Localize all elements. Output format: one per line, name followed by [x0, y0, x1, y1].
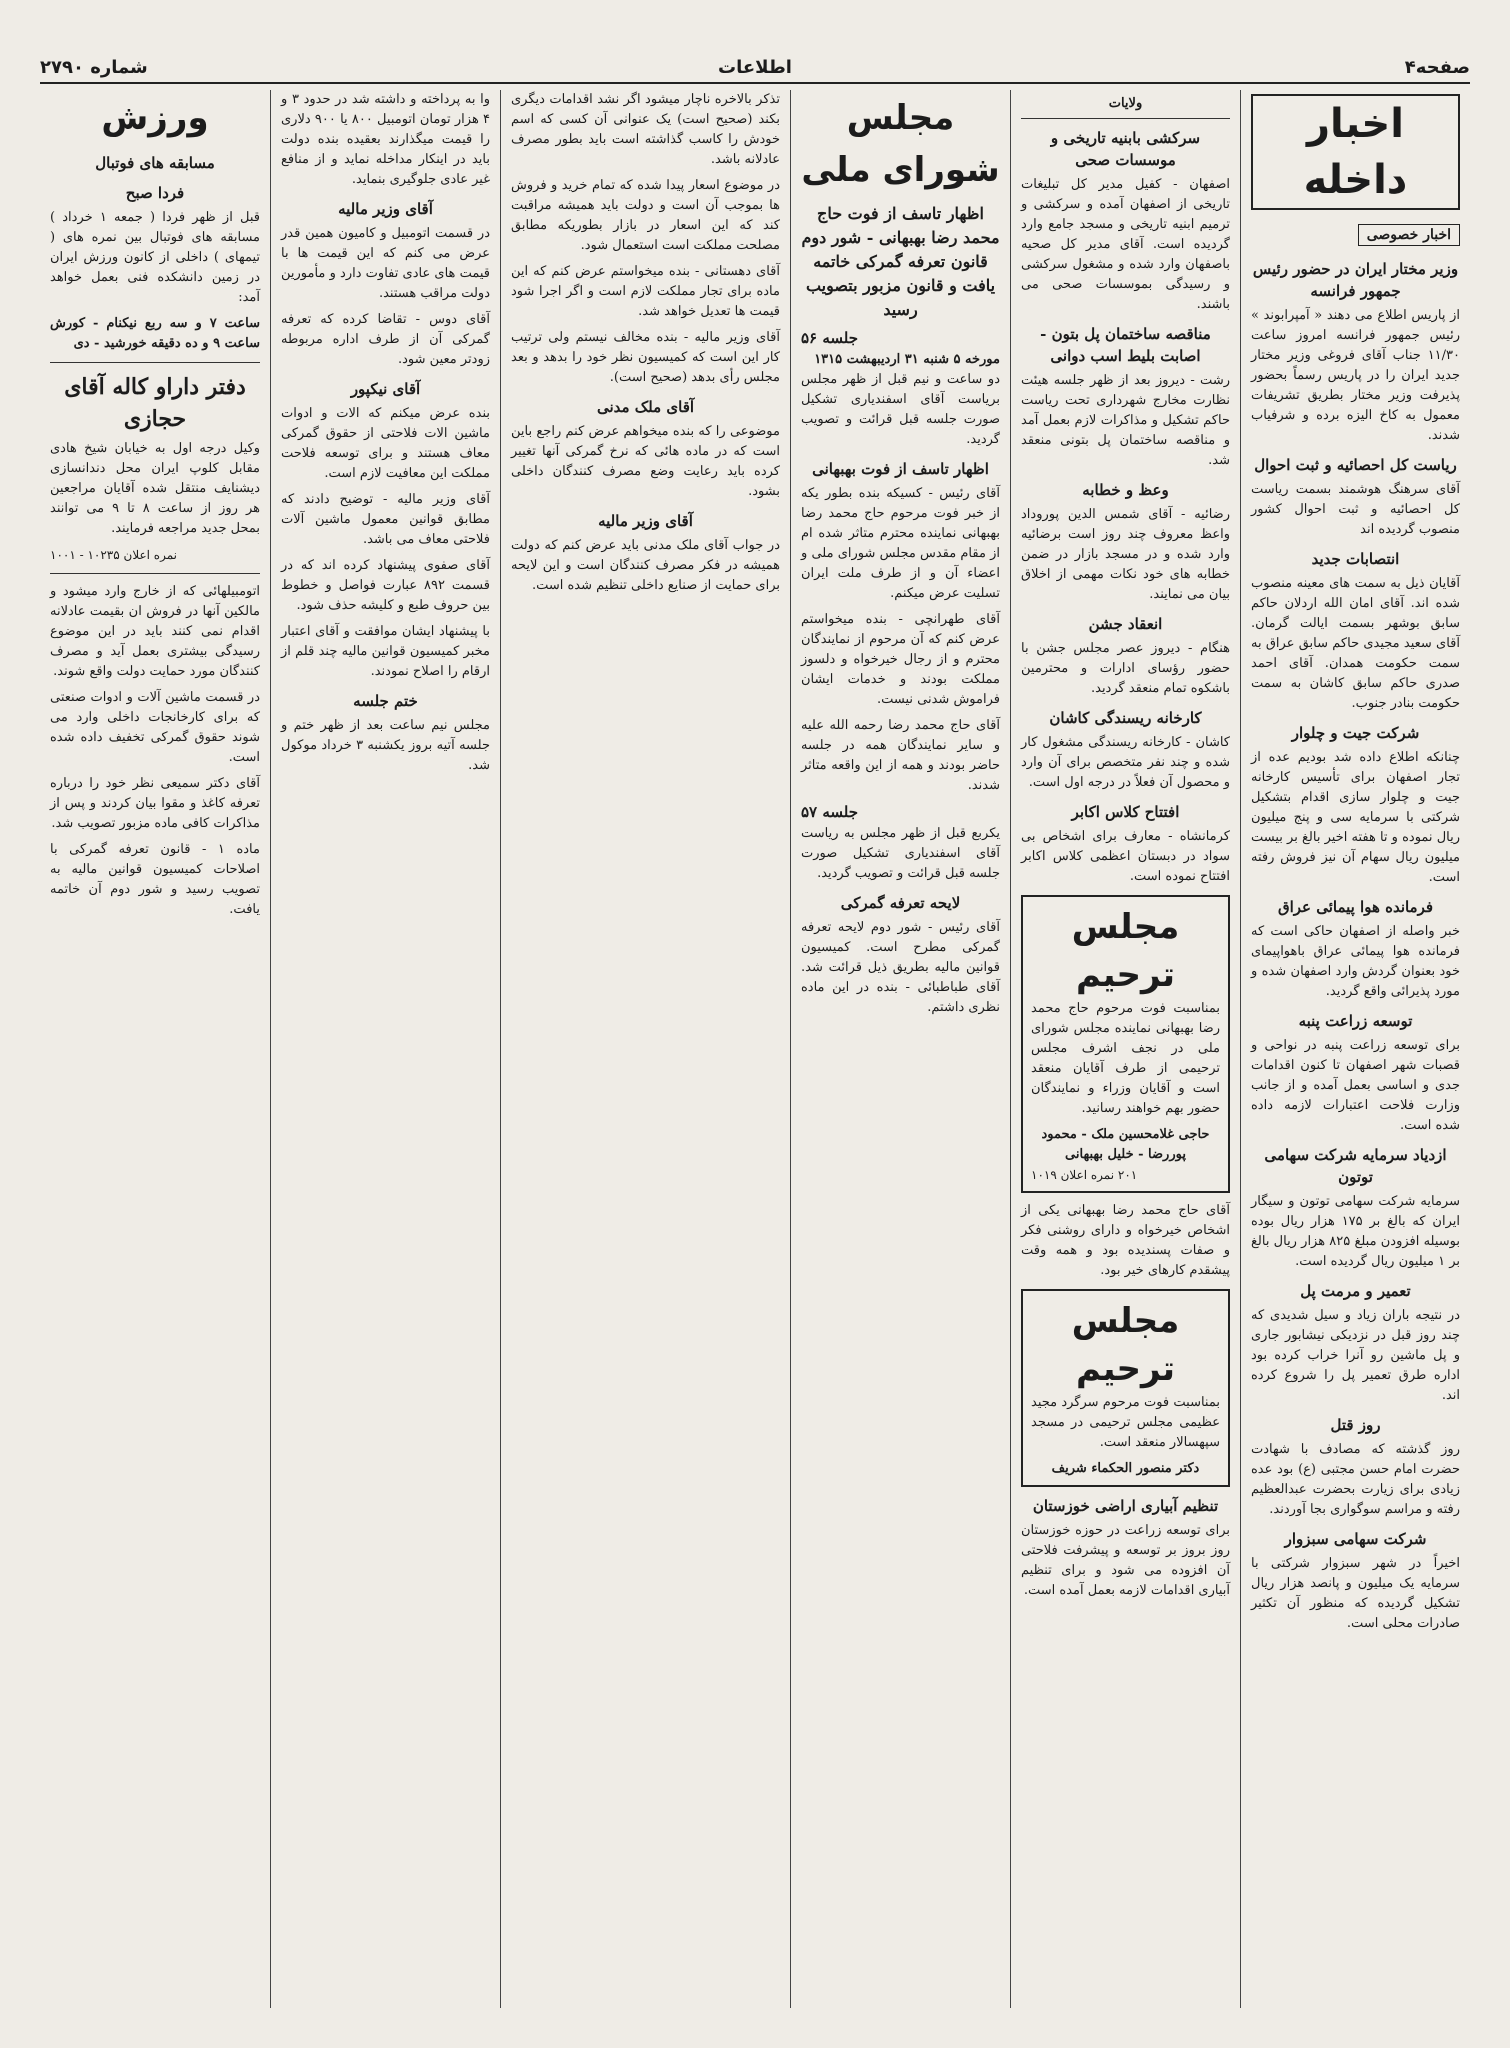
speaker-heading: آقای ملک مدنی — [596, 398, 695, 416]
article-body: در قسمت ماشین آلات و ادوات صنعتی که برای کارخانجات داخلی وارد می شوند حقوق گمرکی تخفیف داده شده است. — [50, 690, 260, 765]
memorial-title: مجلس ترحیم — [1071, 907, 1180, 995]
session-end-heading: ختم جلسه — [353, 692, 418, 710]
article-body: کاشان - کارخانه ریسندگی مشغول کار شده و چند نفر متخصص برای آن وارد و محصول آن فعلاً در درجه اول است. — [1021, 735, 1230, 790]
article-body: روز گذشته که مصادف با شهادت حضرت امام حسن مجتبی (ع) بود عده زیادی برای زیارت بحضرت عبدالعظیم رفته و مراسم سوگواری بجا آوردند. — [1251, 1442, 1460, 1517]
column-domestic-news — [1240, 90, 1470, 2008]
parliament-title: مجلس شورای ملی — [801, 98, 1000, 190]
article-body: ماده ۱ - قانون تعرفه گمرکی با اصلاحات کمیسیون قوانین مالیه به تصویب رسید و شور دوم آن خاتمه یافت. — [50, 842, 260, 917]
article-body: آقای دهستانی - بنده میخواستم عرض کنم که این ماده برای تجار مملکت لازم است و اگر اجرا شود قیمت ها تعدیل خواهد شد. — [511, 264, 780, 319]
memorial-title-2: مجلس ترحیم — [1071, 1301, 1180, 1389]
article-body: خبر واصله از اصفهان حاکی است که فرمانده هوا پیمائی عراق باهواپیمای خود بعنوان گردش وارد اصفهان شده و مورد پذیرائی واقع گردید. — [1251, 924, 1460, 999]
article-body: برای توسعه زراعت پنبه در نواحی و قصبات شهر اصفهان تا کنون اقدامات جدی و اساسی بعمل آمده و از جانب وزارت فلاحت اعتبارات لازمه داده شده است. — [1251, 1038, 1460, 1133]
article-heading: وعظ و خطابه — [1082, 481, 1169, 499]
article-body: برای توسعه زراعت در حوزه خوزستان روز بروز بر توسعه و پیشرفت فلاحتی آن افزوده می شود و برای تنظیم آبیاری اقدامات لازمه بعمل آمده است. — [1021, 1523, 1230, 1598]
memorial-names-2: دکتر منصور الحکماء شریف — [1051, 1461, 1200, 1476]
article-body: در نتیجه باران زیاد و سیل شدیدی که چند روز قبل در نزدیکی نیشابور جاری و پل ماشین رو آنرا خراب کرده بود اداره طرق تعمیر پل را شروع کرده اند. — [1251, 1308, 1460, 1403]
article-body: رضائیه - آقای شمس الدین پوروداد واعظ معروف چند روز است برضائیه وارد شده و در مسجد بازار در ضمن خطابه های خود نکات مهمی از اخلاق بیان می نمایند. — [1021, 507, 1230, 602]
speaker-heading: آقای نیکپور — [350, 380, 421, 398]
session-number: جلسه ۵۷ — [801, 803, 859, 821]
paper-name: اطلاعات — [718, 56, 792, 78]
article-heading: شرکت سهامی سبزوار — [1284, 1530, 1427, 1548]
speaker-heading: آقای وزیر مالیه — [338, 200, 433, 218]
column-sports — [40, 90, 270, 2008]
article-body: آقای حاج محمد رضا رحمه الله علیه و سایر نمایندگان همه در جلسه حاضر بودند و همه از این واقعه متاثر شدند. — [801, 718, 1000, 793]
article-body: اصفهان - کفیل مدیر کل تبلیغات تاریخی از اصفهان آمده و سرکشی و ترمیم ابنیه تاریخی و مسجد جامع وارد گردیده است. آقای مدیر کل صحیه باصفهان وارد شده و مشغول سرکشی و رسیدگی بموسسات صحی می باشند. — [1021, 177, 1230, 312]
memorial-names: حاجی غلامحسین ملک - محمود پوررضا - خلیل بهبهانی — [1041, 1127, 1210, 1162]
article-body: تذکر بالاخره ناچار میشود اگر نشد اقدامات دیگری بکند (صحیح است) یک عنوانی آن کسی که اسم خودش را کاسب گذاشته است باید بطور مصرف عادلانه باشد. — [511, 92, 780, 167]
article-body: در جواب آقای ملک مدنی باید عرض کنم که دولت همیشه در فکر مصرف کنندگان است و این لایحه برای حمایت از صنایع داخلی تنظیم شده است. — [511, 538, 780, 593]
article-body: وکیل درجه اول به خیابان شیخ هادی مقابل کلوپ ایران محل دندانسازی دیشنایف منتقل شده آقایان مراجعین هر روز از ساعت ۸ تا ۹ می توانند بمحل جدید مراجعه فرمایند. — [50, 441, 261, 536]
article-heading: مناقصه ساختمان پل بتون - اصابت بلیط اسب دوانی — [1040, 325, 1211, 365]
column-provinces — [1010, 90, 1240, 2008]
article-heading: تنظیم آبیاری اراضی خوزستان — [1032, 1497, 1219, 1515]
article-body: آقای طهرانچی - بنده میخواستم عرض کنم که آن مرحوم از نمایندگان محترم و از رجال خیرخواه و دلسوز مملکت بودند و خدمات ایشان فراموش شدنی نیست. — [801, 612, 1000, 707]
lawyer-office-heading: دفتر داراو کاله آقای حجازی — [64, 374, 246, 432]
provinces-heading: ولایات — [1021, 94, 1230, 119]
article-heading: فرمانده هوا پیمائی عراق — [1277, 898, 1434, 916]
article-body: چنانکه اطلاع داده شد بودیم عده از تجار اصفهان برای تأسیس کارخانه جیت و چلوار سازی اقدام بتشکیل شرکتی با سرمایه سی و پنج میلیون ریال نموده و تا هفته اخیر بالغ بر بیست میلیون ریال سهام آن نیز فروش رفته است. — [1251, 750, 1460, 885]
article-heading: توسعه زراعت پنبه — [1298, 1012, 1413, 1030]
article-body: بنده عرض میکنم که الات و ادوات ماشین الات فلاحتی از حقوق گمرکی معاف هستند و برای توسعه فلاحت مملکت این معافیت لازم است. — [281, 406, 490, 481]
memorial-notice — [1021, 895, 1230, 1193]
article-heading: انعقاد جشن — [1088, 615, 1163, 633]
special-news-heading: اخبار خصوصی — [1358, 224, 1460, 246]
article-body: کرمانشاه - معارف برای اشخاص بی سواد در دبستان اعظمی کلاس اکابر افتتاح نموده است. — [1021, 829, 1230, 884]
article-body: سرمایه شرکت سهامی توتون و سیگار ایران که بالغ بر ۱۷۵ هزار ریال بوده بوسیله افزودن مبلغ ۸۲۵ هزار ریال بالغ بر ۱ میلیون ریال گردیده است. — [1251, 1194, 1461, 1269]
memorial-text-2: بمناسبت فوت مرحوم سرگرد مجید عظیمی مجلس ترحیمی در مسجد سپهسالار منعقد است. — [1031, 1395, 1220, 1450]
article-heading: وزیر مختار ایران در حضور رئیس جمهور فرانسه — [1252, 260, 1459, 300]
article-body: آقای صفوی پیشنهاد کرده اند که در قسمت ۸۹۲ عبارت فواصل و خطوط بین حروف طبع و کلیشه حذف شود. — [281, 558, 490, 613]
issue-number: شماره ۲۷۹۰ — [40, 56, 148, 78]
article-heading: مسابقه های فوتبال — [95, 154, 215, 172]
article-heading: روز قتل — [1330, 1416, 1381, 1434]
article-body: هنگام - دیروز عصر مجلس جشن با حضور رؤسای ادارات و محترمین باشکوه تمام منعقد گردید. — [1021, 641, 1230, 696]
match-schedule: ساعت ۷ و سه ربع نیکنام - کورش ساعت ۹ و ده دقیقه خورشید - دی — [50, 316, 261, 351]
article-body: از پاریس اطلاع می دهند « آمپرابوند » رئیس جمهور فرانسه امروز ساعت ۱۱/۳۰ جناب آقای فروغی وزیر مختار جدید ایران را در پاریس رسماً بحضور پذیرفت وزیر مختار بطریق تشریفات معمول به کاخ الیزه برده و شرفیاب شدند. — [1251, 308, 1460, 443]
article-heading: انتصابات جدید — [1311, 550, 1400, 568]
columns — [40, 90, 1470, 2008]
article-body: اتومبیلهائی که از خارج وارد میشود و مالکین آنها در فروش ان بقیمت عادلانه اقدام نمی کنند باید در این موضوع رسیدگی بیشتری بعمل آید و مصرف کنندگان مورد حمایت دولت واقع شوند. — [50, 584, 260, 679]
column-parliament-1 — [790, 90, 1010, 2008]
article-heading: سرکشی بابنیه تاریخی و موسسات صحی — [1050, 129, 1201, 169]
article-body: در موضوع اسعار پیدا شده که تمام خرید و فروش ها بموجب آن است و دولت باید همیشه مراقبت کند که این اسعار در بازار بطوریکه مطابق مصلحت مملکت است استعمال شود. — [511, 178, 780, 253]
speaker-heading: آقای وزیر مالیه — [598, 512, 693, 530]
article-body: در قسمت اتومبیل و کامیون همین قدر عرض می کنم که این قیمت ها با قیمت های عادی تفاوت دارد و مأمورین دولت مراقب هستند. — [281, 226, 490, 301]
article-body: آقایان ذیل به سمت های معینه منصوب شده اند. آقای امان الله اردلان حاکم سابق بوشهر بسمت ایالت گرمان. آقای سعید مجیدی حاکم سابق عراق به سمت حکومت همدان. آقای احمد صدری حاکم سابق کاشان به سمت حکومت بنادر جنوب. — [1251, 576, 1460, 711]
article-body: موضوعی را که بنده میخواهم عرض کنم راجع باین است که در ماده هائی که نرخ گمرکی آنها تغییر کرده باید رعایت وضع مصرف کنندگان داخلی بشود. — [511, 424, 780, 499]
article-body: دو ساعت و نیم قبل از ظهر مجلس بریاست آقای اسفندیاری تشکیل صورت جلسه قبل قرائت و تصویب گردید. — [801, 372, 1000, 447]
article-heading: ازدیاد سرمایه شرکت سهامی توتون — [1264, 1146, 1447, 1186]
article-body: رشت - دیروز بعد از ظهر جلسه هیئت نظارت مخارج شهرداری تحت ریاست حاکم تشکیل و مذاکرات لازم بعمل آمد و مناقصه ساختمان پل بتونی منعقد شد. — [1021, 373, 1230, 468]
article-body: مجلس نیم ساعت بعد از ظهر ختم و جلسه آتیه بروز یکشنبه ۳ خرداد موکول شد. — [281, 718, 490, 773]
article-body: با پیشنهاد ایشان موافقت و آقای اعتبار مخبر کمیسیون قوانین مالیه چند قلم از ارقام را اصلاح نمودند. — [281, 624, 490, 679]
article-body: آقای حاج محمد رضا بهبهانی یکی از اشخاص خیرخواه و دارای روشنی فکر و صفات پسندیده بود و همه وقت پیشقدم کارهای خیر بود. — [1021, 1203, 1230, 1278]
article-body: آقای رئیس - کسیکه بنده بطور یکه از خبر فوت مرحوم حاج محمد رضا بهبهانی نماینده محترم متاثر شده ام از مقام مقدس مجلس شورای ملی و اعضاء آن و از طرف ملت ایران تسلیت عرض میکنم. — [801, 486, 1000, 601]
article-body: آقای سرهنگ هوشمند بسمت ریاست کل احصائیه و ثبت احوال کشور منصوب گردیده اند — [1251, 482, 1460, 537]
article-heading: ریاست کل احصائیه و ثبت احوال — [1254, 456, 1457, 474]
article-body: یکربع قبل از ظهر مجلس به ریاست آقای اسفندیاری تشکیل صورت جلسه قبل قرائت و تصویب گردید. — [801, 826, 1000, 881]
memorial-text: بمناسبت فوت مرحوم حاج محمد رضا بهبهانی نماینده مجلس شورای ملی در نجف اشرف مجلس ترحیمی از طرف آقایان منعقد است و آقایان وزراء و نمایندگان حضور بهم خواهند رسانید. — [1031, 1001, 1220, 1116]
memorial-notice-2 — [1021, 1289, 1230, 1487]
ad-number: نمره اعلان ۱۰۲۳۵ - ۱۰۰۱ — [50, 548, 177, 562]
page-label: صفحه۴ — [1404, 56, 1470, 78]
divider — [50, 362, 260, 363]
domestic-news-title: اخبار داخله — [1251, 94, 1460, 210]
ad-number: ۲۰۱ نمره اعلان ۱۰۱۹ — [1031, 1168, 1138, 1182]
article-body: آقای دوس - تقاضا کرده که تعرفه گمرکی آن از طرف اداره مربوطه زودتر معین شود. — [281, 312, 490, 367]
article-body: قبل از ظهر فردا ( جمعه ۱ خرداد ) مسابقه های فوتبال بین نمره های ( تیمهای ) داخلی از کانون ورزش ایران در زمین دانشکده فنی بعمل خواهد آمد: — [50, 210, 260, 305]
divider — [50, 573, 260, 574]
article-body: آقای وزیر مالیه - توضیح دادند که مطابق قوانین معمول ماشین آلات فلاحتی معاف می باشد. — [281, 492, 490, 547]
article-heading: تعمیر و مرمت پل — [1300, 1282, 1411, 1300]
article-heading: لایحه تعرفه گمرکی — [840, 894, 961, 912]
session-date: مورخه ۵ شنبه ۳۱ اردیبهشت ۱۳۱۵ — [814, 352, 1000, 367]
article-heading: اظهار تاسف از فوت بهبهانی — [812, 460, 989, 478]
parliament-lead: اظهار تاسف از فوت حاج محمد رضا بهبهانی - شور دوم قانون تعرفه گمرکی خاتمه یافت و قانون مزبور بتصویب رسید — [801, 204, 1000, 319]
article-subheading: فردا صبح — [125, 184, 185, 202]
article-body: آقای وزیر مالیه - بنده مخالف نیستم ولی ترتیب کار این است که کمیسیون نظر خود را بدهد و بعد مجلس رأی بدهد (صحیح است). — [511, 330, 780, 385]
sports-title: ورزش — [101, 98, 209, 138]
article-heading: کارخانه ریسندگی کاشان — [1049, 709, 1202, 727]
article-body: آقای دکتر سمیعی نظر خود را درباره تعرفه کاغذ و مقوا بیان کردند و پس از مذاکرات کافی ماده مزبور تصویب شد. — [50, 776, 260, 831]
article-heading: افتتاح کلاس اکابر — [1071, 803, 1180, 821]
article-body: وا به پرداخته و داشته شد در حدود ۳ و ۴ هزار تومان اتومبیل ۸۰۰ یا ۹۰۰ دلاری را قیمت میگذارند بعقیده بنده دولت باید در اینکار مداخله نماید و از منافع غیر عادی جلوگیری بنماید. — [281, 92, 491, 187]
column-parliament-3 — [270, 90, 500, 2008]
masthead — [40, 52, 1470, 84]
article-body: اخیراً در شهر سبزوار شرکتی با سرمایه یک میلیون و پانصد هزار ریال تشکیل گردیده که منظور آن تکثیر صادرات محلی است. — [1251, 1556, 1460, 1631]
article-heading: شرکت جیت و چلوار — [1291, 724, 1420, 742]
column-parliament-2 — [500, 90, 790, 2008]
article-body: آقای رئیس - شور دوم لایحه تعرفه گمرکی مطرح است. کمیسیون قوانین مالیه بطریق ذیل قرائت شد. آقای طباطبائی - بنده در این ماده نظری داشتم. — [801, 920, 1000, 1015]
session-number: جلسه ۵۶ — [801, 329, 859, 347]
